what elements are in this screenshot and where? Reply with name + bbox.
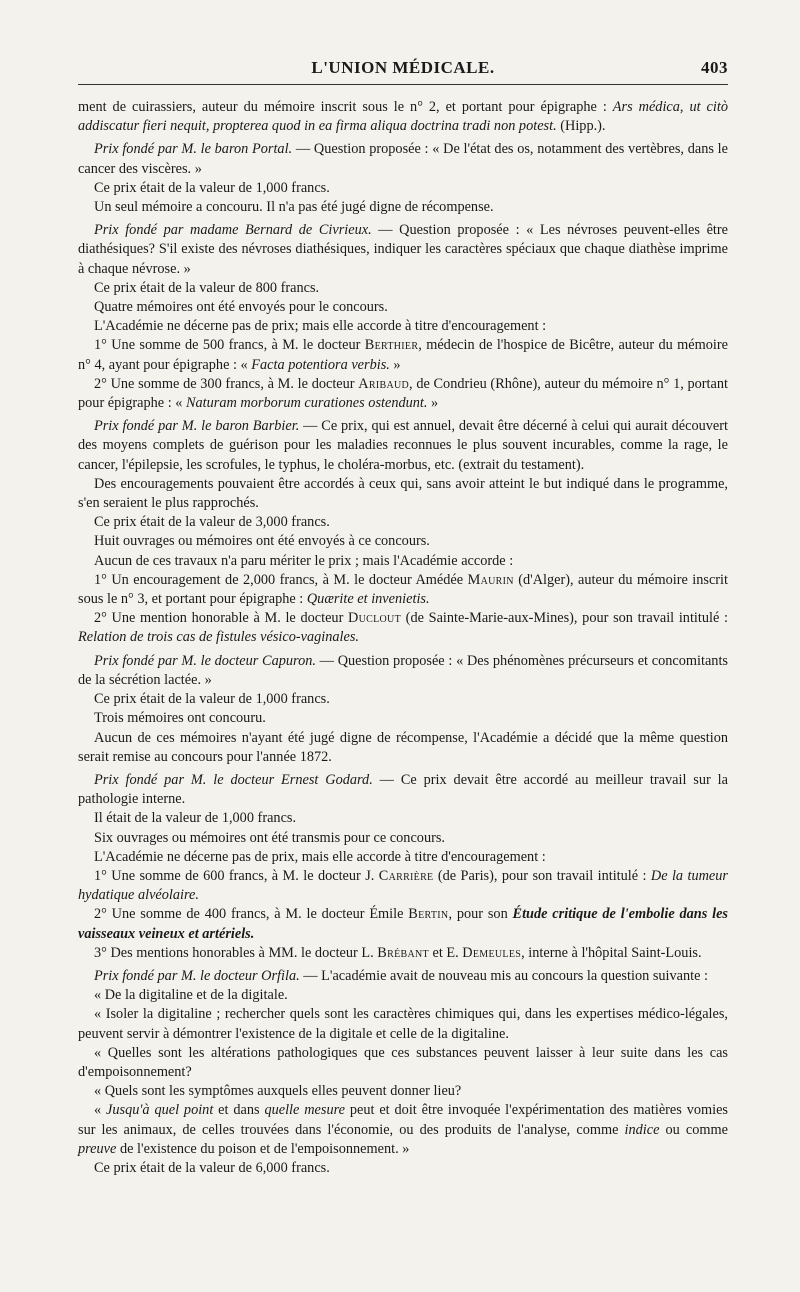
paragraph: « Isoler la digitaline ; rechercher quels sont les caractères chimiques qui, dans les expertises médico-légales, peuvent servir à démontrer l'existence de la digitale et celle de la digitaline. [78, 1006, 728, 1042]
page-number: 403 [701, 58, 728, 77]
body-text [78, 98, 728, 1178]
paragraph: L'Académie ne décerne pas de prix; mais elle accorde à titre d'encouragement : [94, 318, 547, 335]
paragraph: Ce prix était de la valeur de 800 francs. [94, 279, 320, 296]
paragraph: L'Académie ne décerne pas de prix, mais elle accorde à titre d'encouragement : [94, 848, 546, 865]
running-header [78, 58, 728, 84]
paragraph: Ce prix était de la valeur de 6,000 francs. [94, 1159, 330, 1176]
paragraph: Aucun de ces travaux n'a paru mériter le prix ; mais l'Académie accorde : [94, 552, 514, 569]
paragraph: 2° Une somme de 300 francs, à M. le docteur Aribaud, de Condrieu (Rhône), auteur du mémoire n° 1, portant pour épigraphe : « Naturam morborum curationes ostendunt. » [78, 375, 728, 412]
prize-paragraph: Prix fondé par madame Bernard de Civrieux. — Question proposée : « Les névroses peuvent-elles être diathésiques? S'il existe des névroses diathésiques, indiquer les caractères spéciaux que chaque diathèse imprime à chaque névrose. » [78, 222, 728, 277]
prize-paragraph: Prix fondé par M. le baron Portal. — Question proposée : « De l'état des os, notamment des vertèbres, dans le cancer des viscères. » [78, 141, 728, 177]
prize-paragraph: Prix fondé par M. le docteur Orfila. — L'académie avait de nouveau mis au concours la question suivante : [94, 967, 709, 984]
paragraph: 3° Des mentions honorables à MM. le docteur L. Brébant et E. Demeules, interne à l'hôpital Saint-Louis. [94, 944, 702, 961]
paragraph: Ce prix était de la valeur de 3,000 francs. [94, 514, 330, 531]
paragraph: Trois mémoires ont concouru. [94, 710, 266, 727]
paragraph: 2° Une mention honorable à M. le docteur Duclout (de Sainte-Marie-aux-Mines), pour son travail intitulé : Relation de trois cas de fistules vésico-vaginales. [78, 610, 728, 646]
paragraph: Aucun de ces mémoires n'ayant été jugé digne de récompense, l'Académie a décidé que la même question serait remise au concours pour l'année 1872. [78, 729, 728, 765]
paragraph: Des encouragements pouvaient être accordés à ceux qui, sans avoir atteint le but indiqué dans le programme, s'en seraient le plus rapprochés. [78, 475, 728, 512]
paragraph: « Jusqu'à quel point et dans quelle mesure peut et doit être invoquée l'expérimentation des matières vomies sur les animaux, de celles trouvées dans l'économie, ou des produits de l'analyse, comme indice ou comme preuve de l'existence du poison et de l'empoisonnement. » [78, 1102, 729, 1157]
journal-title: L'UNION MÉDICALE. [311, 58, 495, 77]
paragraph: 1° Une somme de 600 francs, à M. le docteur J. Carrière (de Paris), pour son travail intitulé : De la tumeur hydatique alvéolaire. [78, 867, 728, 904]
paragraph: 1° Un encouragement de 2,000 francs, à M. le docteur Amédée Maurin (d'Alger), auteur du mémoire inscrit sous le n° 3, et portant pour épigraphe : Quærite et invenietis. [78, 571, 728, 608]
paragraph: Quatre mémoires ont été envoyés pour le concours. [94, 299, 388, 316]
paragraph: Ce prix était de la valeur de 1,000 francs. [94, 179, 330, 196]
paragraph: « De la digitaline et de la digitale. [94, 987, 288, 1004]
paragraph: Six ouvrages ou mémoires ont été transmis pour ce concours. [94, 829, 445, 846]
header-rule [78, 84, 728, 85]
paragraph: Il était de la valeur de 1,000 francs. [94, 810, 297, 827]
paragraph: Ce prix était de la valeur de 1,000 francs. [94, 691, 330, 708]
paragraph: ment de cuirassiers, auteur du mémoire inscrit sous le n° 2, et portant pour épigraphe : Ars médica, ut citò addiscatur fieri nequit, propterea quod in ea firma aliqua doctrina tradi non potest. (Hipp.). [78, 99, 728, 135]
paragraph: Huit ouvrages ou mémoires ont été envoyés à ce concours. [94, 533, 430, 550]
paragraph: « Quelles sont les altérations pathologiques que ces substances peuvent laisser à leur suite dans les cas d'empoisonnement? [78, 1044, 728, 1080]
paragraph: Un seul mémoire a concouru. Il n'a pas été jugé digne de récompense. [94, 199, 494, 216]
prize-paragraph: Prix fondé par M. le docteur Ernest Godard. — Ce prix devait être accordé au meilleur travail sur la pathologie interne. [78, 771, 728, 808]
prize-paragraph: Prix fondé par M. le baron Barbier. — Ce prix, qui est annuel, devait être décerné à celui qui aurait découvert des moyens complets de guérison pour les maladies reconnues le plus souvent incurables, comme la rage, le cancer, l'épilepsie, les scrofules, le typhus, le choléra-morbus, etc. (extrait du testament). [78, 418, 729, 473]
paragraph: « Quels sont les symptômes auxquels elles peuvent donner lieu? [94, 1083, 462, 1100]
prize-paragraph: Prix fondé par M. le docteur Capuron. — Question proposée : « Des phénomènes précurseurs et concomitants de la sécrétion lactée. » [78, 652, 728, 688]
paragraph: 2° Une somme de 400 francs, à M. le docteur Émile Bertin, pour son Étude critique de l'embolie dans les vaisseaux veineux et artériels. [78, 906, 728, 942]
paragraph: 1° Une somme de 500 francs, à M. le docteur Berthier, médecin de l'hospice de Bicêtre, auteur du mémoire n° 4, ayant pour épigraphe : « Facta potentiora verbis. » [78, 337, 728, 373]
